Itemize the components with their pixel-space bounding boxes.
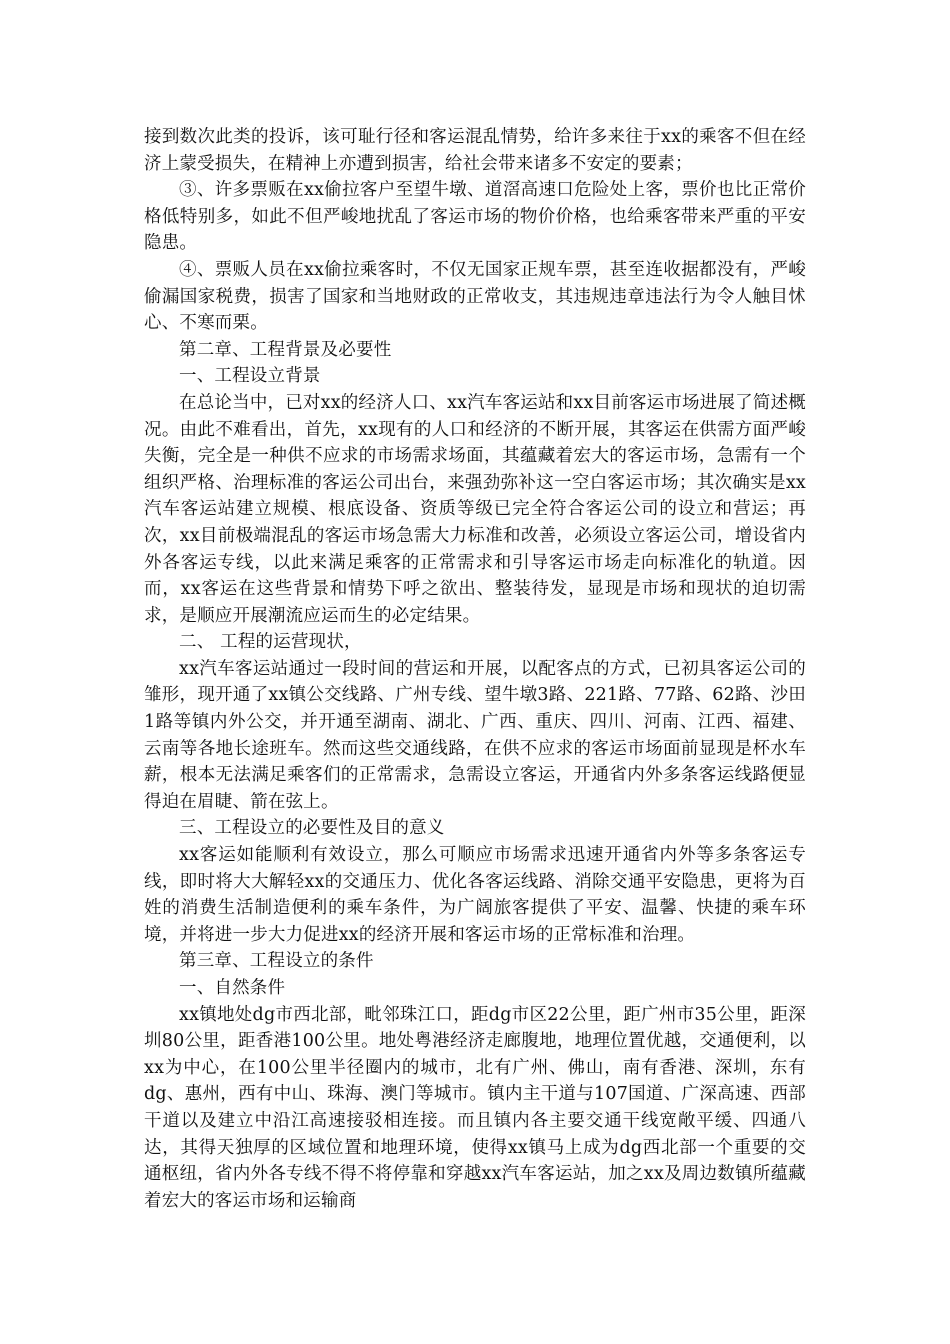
paragraph-item-4: ④、票贩人员在xx偷拉乘客时，不仅无国家正规车票，甚至连收据都没有，严峻偷漏国家税费，损害了国家和当地财政的正常收支，其违规违章违法行为令人触目怵心、不寒而栗。 xyxy=(144,259,806,334)
chapter-3-heading: 第三章、工程设立的条件 xyxy=(179,951,374,972)
paragraph-complaints-continued: 接到数次此类的投诉，该可耻行径和客运混乱情势，给许多来往于xx的乘客不但在经济上蒙受损失，在精神上亦遭到损害，给社会带来诸多不安定的要素； xyxy=(144,127,806,174)
paragraph-necessity: xx客运如能顺利有效设立，那么可顺应市场需求迅速开通省内外等多条客运专线，即时将大大解轻xx的交通压力、优化各客运线路、消除交通平安隐患，更将为百姓的消费生活制造便利的乘车条件，为广阔旅客提供了平安、温馨、快捷的乘车环境，并将进一步大力促进xx的经济开展和客运市场的正常标准和治理。 xyxy=(144,845,806,945)
paragraph-item-3: ③、许多票贩在xx偷拉客户至望牛墩、道滘高速口危险处上客，票价也比正常价格低特别多，如此不但严峻地扰乱了客运市场的物价价格，也给乘客带来严重的平安隐患。 xyxy=(144,180,806,254)
paragraph-operation-status: xx汽车客运站通过一段时间的营运和开展，以配客点的方式，已初具客运公司的雏形，现开通了xx镇公交线路、广州专线、望牛墩3路、221路、77路、62路、沙田1路等镇内外公交，并开通至湖南、湖北、广西、重庆、四川、河南、江西、福建、云南等各地长途班车。然而这些交通线路，在供不应求的客运市场面前显现是杯水车薪，根本无法满足乘客们的正常需求，急需设立客运，开通省内外多条客运线路便显得迫在眉睫、箭在弦上。 xyxy=(144,658,806,812)
section-heading-necessity: 三、工程设立的必要性及目的意义 xyxy=(179,818,445,839)
paragraph-background: 在总论当中，已对xx的经济人口、xx汽车客运站和xx目前客运市场进展了简述概况。由此不难看出，首先，xx现有的人口和经济的不断开展，其客运在供需方面严峻失衡，完全是一种供不应求的市场需求场面，其蕴藏着宏大的客运市场，急需有一个组织严格、治理标准的客运公司出台，来强劲弥补这一空白客运市场；其次确实是xx汽车客运站建立规模、根底设备、资质等级已完全符合客运公司的设立和营运；再次，xx目前极端混乱的客运市场急需大力标准和改善，必须设立客运公司，增设省内外各客运专线，以此来满足乘客的正常需求和引导客运市场走向标准化的轨道。因而，xx客运在这些背景和情势下呼之欲出、整装待发，显现是市场和现状的迫切需求，是顺应开展潮流应运而生的必定结果。 xyxy=(144,392,806,626)
section-heading-operation-status: 二、 工程的运营现状， xyxy=(179,632,362,653)
section-heading-natural-conditions: 一、自然条件 xyxy=(179,978,286,998)
chapter-2-heading: 第二章、工程背景及必要性 xyxy=(179,339,392,360)
document-body xyxy=(144,124,806,1214)
section-heading-background: 一、工程设立背景 xyxy=(179,366,321,387)
paragraph-natural-conditions: xx镇地处dg市西北部，毗邻珠江口，距dg市区22公里，距广州市35公里，距深圳80公里，距香港100公里。地处粤港经济走廊腹地，地理位置优越，交通便利，以xx为中心，在100公里半径圈内的城市，北有广州、佛山，南有香港、深圳，东有dg、惠州，西有中山、珠海、澳门等城市。镇内主干道与107国道、广深高速、西部干道以及建立中沿江高速接驳相连接。而且镇内各主要交通干线宽敞平缓、四通八达，其得天独厚的区域位置和地理环境，使得xx镇马上成为dg西北部一个重要的交通枢纽，省内外各专线不得不将停靠和穿越xx汽车客运站，加之xx及周边数镇所蕴藏着宏大的客运市场和运输商 xyxy=(144,1004,806,1211)
